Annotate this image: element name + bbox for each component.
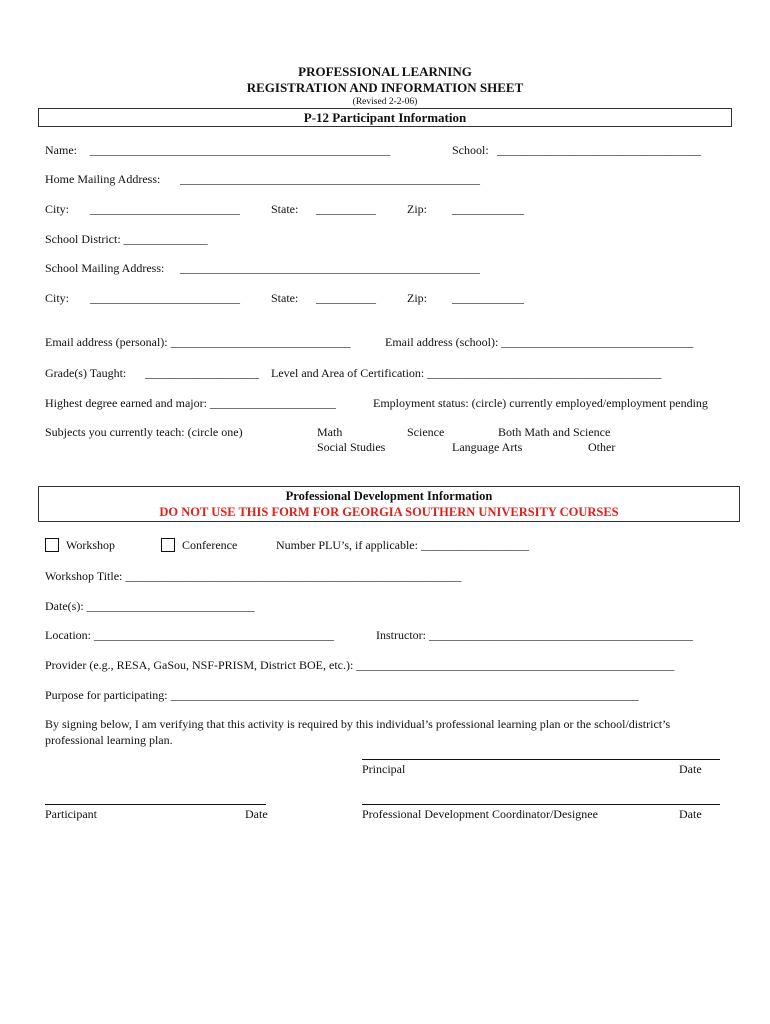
participant-label: Participant [45,807,97,821]
purpose-field[interactable]: Purpose for participating: ______________________________________________________________________________ [45,688,639,702]
instructor-field[interactable]: Instructor: ____________________________________________ [376,628,693,642]
school-field[interactable]: __________________________________ [497,143,701,157]
zip-label-2: Zip: [407,291,427,305]
participant-signature-line[interactable] [45,804,266,805]
degree-field[interactable]: Highest degree earned and major: _____________________ [45,396,336,410]
email-school-field[interactable]: Email address (school): ________________________________ [385,335,694,349]
principal-date-label: Date [679,762,702,776]
revised-date: (Revised 2-2-06) [352,97,418,107]
subjects-label: Subjects you currently teach: (circle one) [45,425,243,439]
conference-checkbox[interactable] [161,538,175,552]
home-mailing-label: Home Mailing Address: [45,172,161,186]
pd-section-title: Professional Development Information [285,489,493,503]
state-field-2[interactable]: __________ [316,291,376,305]
subject-social-studies[interactable]: Social Studies [317,440,386,454]
state-label-2: State: [271,291,299,305]
provider-field[interactable]: Provider (e.g., RESA, GaSou, NSF-PRISM, District BOE, etc.): _____________________________________________________ [45,658,675,672]
pd-section-header [38,486,740,522]
zip-label: Zip: [407,202,427,216]
name-label: Name: [45,143,77,157]
dates-field[interactable]: Date(s): ____________________________ [45,599,255,613]
coordinator-label: Professional Development Coordinator/Designee [362,807,598,821]
location-field[interactable]: Location: ________________________________________ [45,628,334,642]
subject-science[interactable]: Science [407,425,445,439]
subject-language-arts[interactable]: Language Arts [452,440,523,454]
school-mailing-field[interactable]: __________________________________________________ [180,261,480,275]
email-personal-field[interactable]: Email address (personal): ______________________________ [45,335,351,349]
conference-label: Conference [182,538,238,552]
workshop-title-field[interactable]: Workshop Title: ________________________________________________________ [45,569,462,583]
participant-date-label: Date [245,807,268,821]
city-field-2[interactable]: _________________________ [90,291,240,305]
state-field[interactable]: __________ [316,202,376,216]
principal-signature-line[interactable] [362,759,720,760]
verification-statement-line-1: By signing below, I am verifying that this activity is required by this individual’s professional learning plan or the school/district’s [45,717,671,731]
school-mailing-label: School Mailing Address: [45,261,165,275]
school-district-field[interactable]: School District: ______________ [45,232,208,246]
grades-field[interactable]: ___________________ [145,366,259,380]
city-field[interactable]: _________________________ [90,202,240,216]
subject-math[interactable]: Math [317,425,343,439]
grades-label: Grade(s) Taught: [45,366,127,380]
subject-both[interactable]: Both Math and Science [498,425,611,439]
title-line-1: PROFESSIONAL LEARNING [298,64,472,79]
city-label-2: City: [45,291,70,305]
city-label: City: [45,202,70,216]
participant-section-title: P-12 Participant Information [303,110,467,125]
school-label: School: [452,143,489,157]
pd-warning: DO NOT USE THIS FORM FOR GEORGIA SOUTHERN UNIVERSITY COURSES [159,505,619,519]
employment-status[interactable]: Employment status: (circle) currently employed/employment pending [373,396,708,410]
subject-other[interactable]: Other [588,440,616,454]
verification-statement-line-2: professional learning plan. [45,733,173,747]
principal-label: Principal [362,762,406,776]
coordinator-date-label: Date [679,807,702,821]
zip-field-2[interactable]: ____________ [452,291,524,305]
participant-section-header [38,108,732,127]
workshop-label: Workshop [66,538,116,552]
name-field[interactable]: __________________________________________________ [90,143,390,157]
title-line-2: REGISTRATION AND INFORMATION SHEET [246,80,524,95]
state-label: State: [271,202,299,216]
coordinator-signature-line[interactable] [362,804,720,805]
certification-field[interactable]: Level and Area of Certification: _______________________________________ [271,366,662,380]
plu-field[interactable]: Number PLU’s, if applicable: __________________ [276,538,529,552]
home-mailing-field[interactable]: __________________________________________________ [180,172,480,186]
workshop-checkbox[interactable] [45,538,59,552]
zip-field[interactable]: ____________ [452,202,524,216]
